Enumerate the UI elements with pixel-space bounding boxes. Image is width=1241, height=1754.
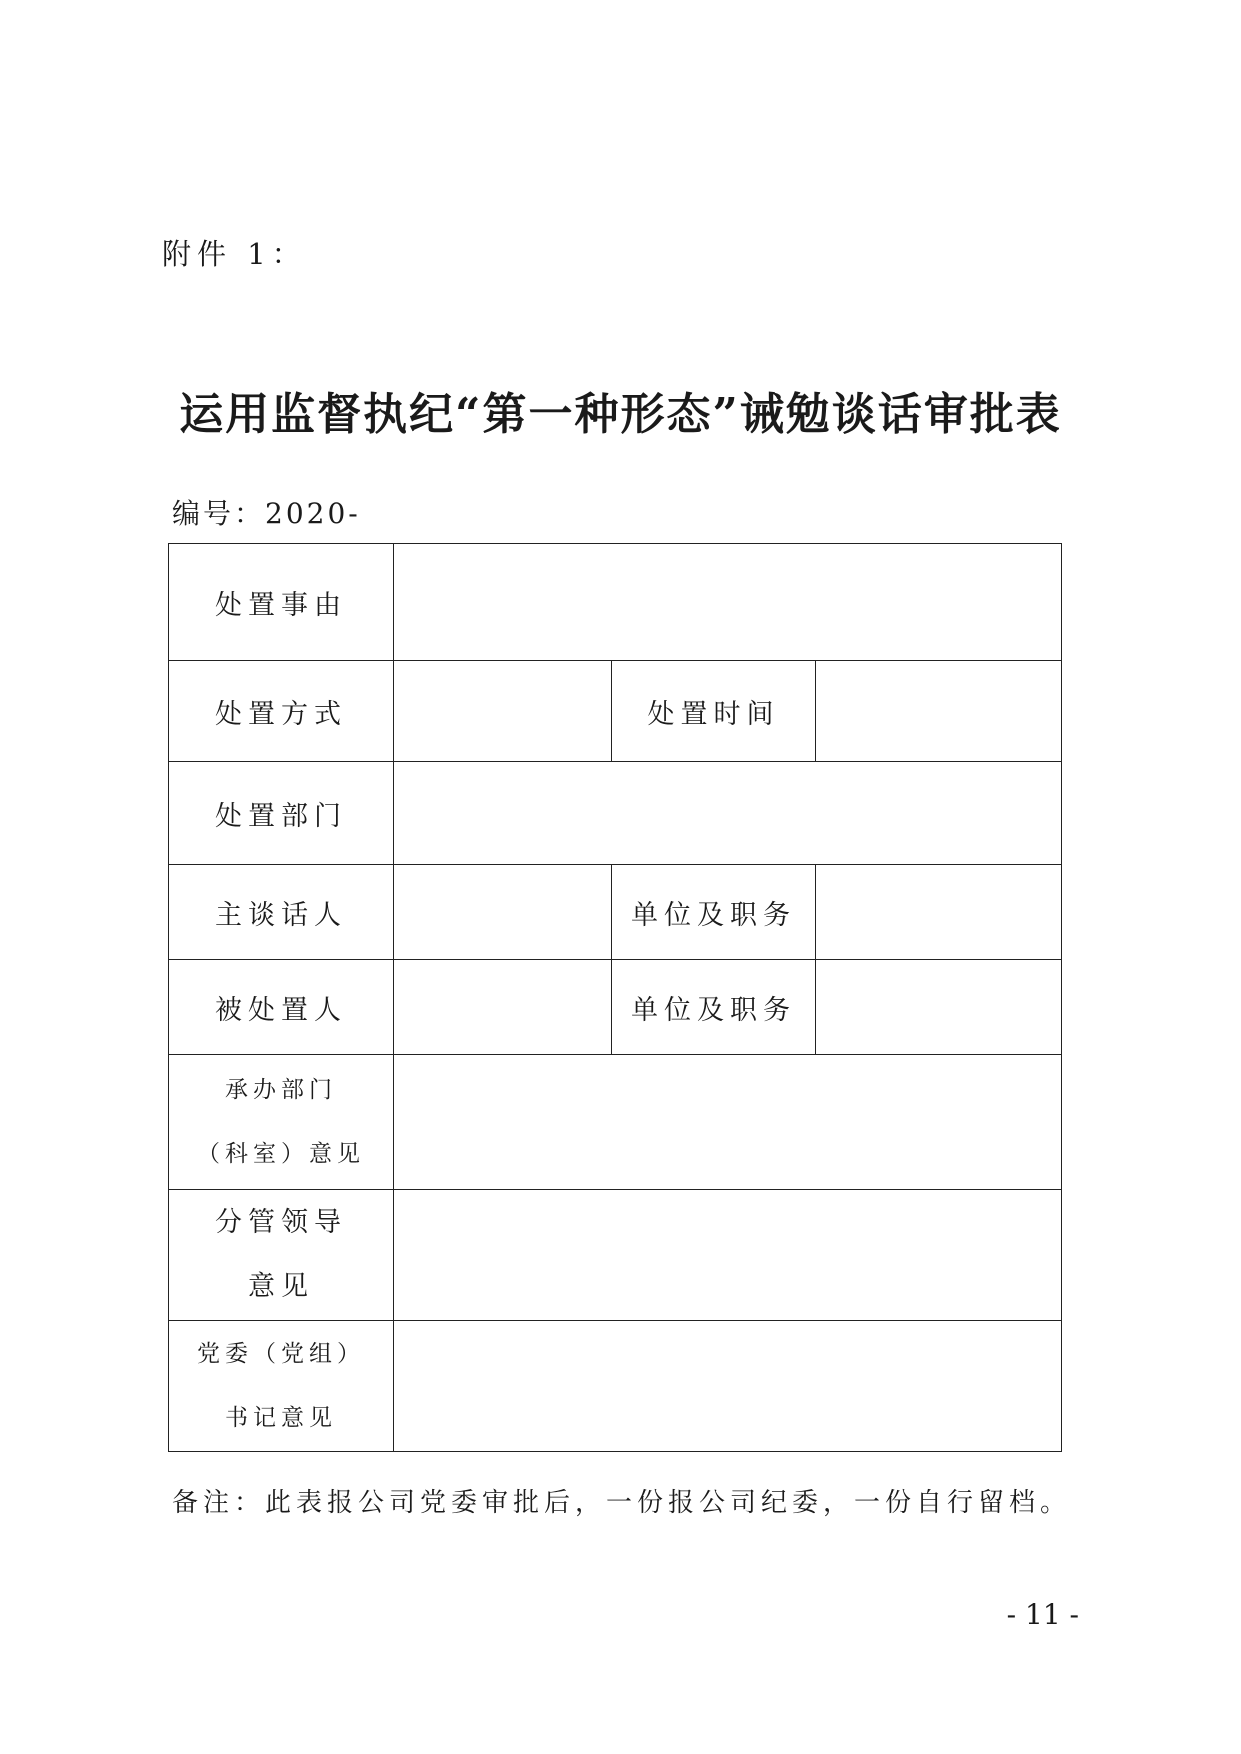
- subject-unit-field[interactable]: [816, 960, 1062, 1055]
- secretary-label-line2: 书记意见: [225, 1405, 337, 1431]
- form-title: 运用监督执纪“第一种形态”诫勉谈话审批表: [179, 389, 1062, 440]
- subject-field[interactable]: [394, 960, 612, 1055]
- interviewer-label: 主谈话人: [169, 865, 394, 960]
- secretary-opinion-field[interactable]: [394, 1321, 1062, 1452]
- time-label: 处置时间: [612, 661, 816, 762]
- leader-opinion-field[interactable]: [394, 1190, 1062, 1321]
- row-method-time: [169, 661, 1062, 762]
- handling-dept-label-line1: 承办部门: [225, 1077, 337, 1103]
- department-label: 处置部门: [169, 762, 394, 865]
- interviewer-unit-field[interactable]: [816, 865, 1062, 960]
- handling-dept-label-line2: （科室）意见: [197, 1141, 365, 1167]
- subject-label: 被处置人: [169, 960, 394, 1055]
- subject-unit-label: 单位及职务: [612, 960, 816, 1055]
- method-label: 处置方式: [169, 661, 394, 762]
- department-field[interactable]: [394, 762, 1062, 865]
- row-handling-dept: [169, 1055, 1062, 1190]
- page-number: - 11 -: [1006, 1598, 1079, 1631]
- leader-label-line2: 意见: [248, 1271, 314, 1302]
- interviewer-unit-label: 单位及职务: [612, 865, 816, 960]
- handling-dept-opinion-field[interactable]: [394, 1055, 1062, 1190]
- row-reason: [169, 544, 1062, 661]
- leader-label: [169, 1190, 394, 1321]
- row-interviewer: [169, 865, 1062, 960]
- secretary-label: [169, 1321, 394, 1452]
- row-subject: [169, 960, 1062, 1055]
- interviewer-field[interactable]: [394, 865, 612, 960]
- time-field[interactable]: [816, 661, 1062, 762]
- row-leader: [169, 1190, 1062, 1321]
- remark-note: 备注：此表报公司党委审批后，一份报公司纪委，一份自行留档。: [172, 1488, 1072, 1518]
- reason-label: 处置事由: [169, 544, 394, 661]
- leader-label-line1: 分管领导: [215, 1207, 347, 1238]
- serial-number-label: 编号：2020-: [172, 497, 361, 530]
- approval-form-table: [168, 543, 1062, 1452]
- reason-field[interactable]: [394, 544, 1062, 661]
- handling-dept-label: [169, 1055, 394, 1190]
- attachment-label: 附件 1：: [162, 237, 307, 271]
- row-secretary: [169, 1321, 1062, 1452]
- method-field[interactable]: [394, 661, 612, 762]
- secretary-label-line1: 党委（党组）: [197, 1341, 365, 1367]
- row-department: [169, 762, 1062, 865]
